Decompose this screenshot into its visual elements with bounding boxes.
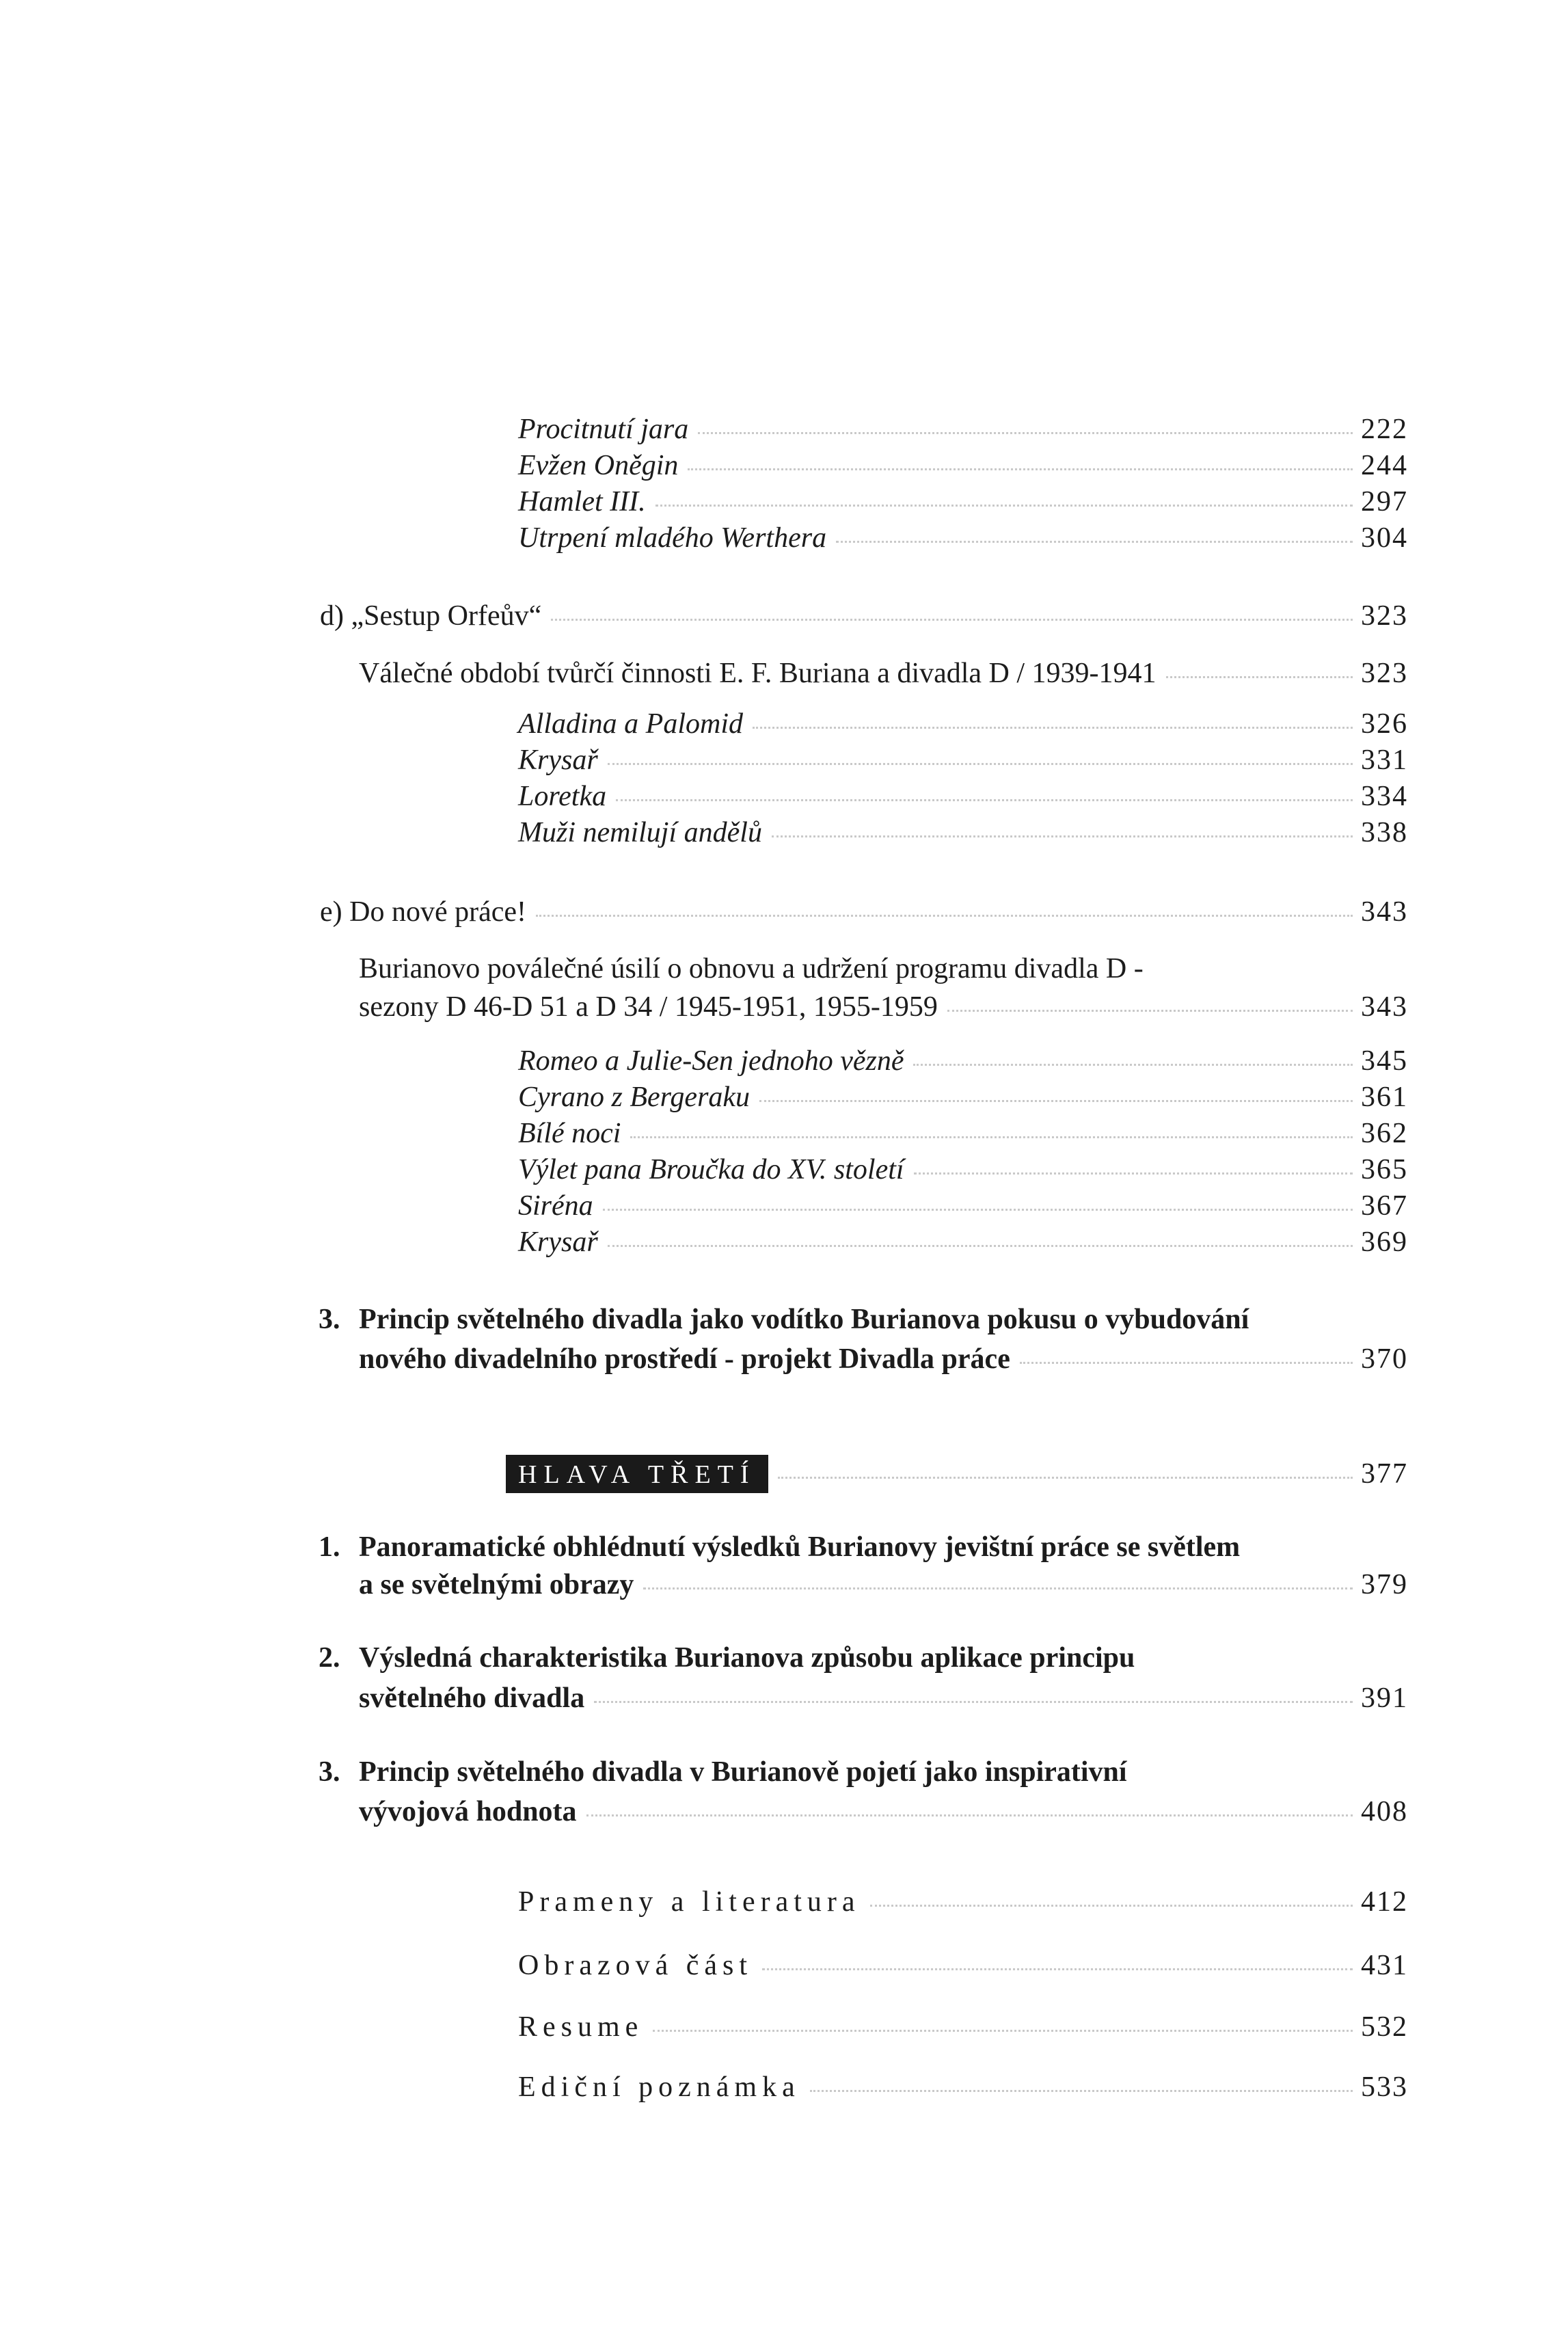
entry-title: Siréna — [518, 1190, 593, 1222]
entry-title: Procitnutí jara — [518, 414, 689, 445]
dot-leader — [643, 1587, 1353, 1589]
section-title: a se světelnými obrazy — [359, 1569, 634, 1600]
entry-page: 369 — [1361, 1226, 1408, 1258]
dot-leader — [630, 1136, 1353, 1138]
section-title-line1: Panoramatické obhlédnutí výsledků Burianovy jevištní práce se světlem — [359, 1531, 1241, 1563]
entry-title: Ediční poznámka — [518, 2071, 800, 2103]
section-page: 379 — [1361, 1569, 1408, 1600]
section-number: 1. — [319, 1531, 340, 1563]
entry-page: 362 — [1361, 1118, 1408, 1149]
toc-entry — [518, 410, 1408, 448]
entry-page: 365 — [1361, 1154, 1408, 1185]
section-page: 370 — [1361, 1343, 1408, 1375]
dot-leader — [778, 1477, 1353, 1479]
toc-entry — [518, 1042, 1408, 1080]
entry-title: Výlet pana Broučka do XV. století — [518, 1154, 904, 1185]
toc-entry — [518, 741, 1408, 779]
dot-leader — [836, 541, 1353, 543]
section-d-subtitle — [359, 654, 1408, 693]
toc-entry — [518, 1078, 1408, 1116]
toc-entry — [518, 1187, 1408, 1225]
entry-page: 431 — [1361, 1950, 1408, 1981]
entry-title: Evžen Oněgin — [518, 450, 679, 481]
toc-entry — [518, 705, 1408, 743]
chapter-label: HLAVA TŘETÍ — [506, 1455, 768, 1493]
toc-entry — [518, 814, 1408, 852]
section-e-subtitle-line1: Burianovo poválečné úsilí o obnovu a udržení programu divadla D - — [359, 953, 1144, 984]
chapter-page: 377 — [1361, 1458, 1408, 1490]
section-title-line2 — [359, 1793, 1408, 1831]
entry-title: Krysař — [518, 1226, 598, 1258]
section-label: e) Do nové práce! — [320, 896, 526, 928]
section-subtitle: sezony D 46-D 51 a D 34 / 1945-1951, 1955-1959 — [359, 991, 938, 1023]
entry-page: 326 — [1361, 708, 1408, 740]
entry-title: Utrpení mladého Werthera — [518, 522, 827, 554]
dot-leader — [551, 619, 1353, 621]
dot-leader — [586, 1814, 1353, 1816]
entry-title: Resume — [518, 2011, 644, 2043]
back-matter-entry — [518, 1883, 1408, 1921]
section-title: světelného divadla — [359, 1682, 585, 1714]
section-e-heading — [320, 893, 1408, 931]
section-d-heading — [320, 597, 1408, 635]
back-matter-entry — [518, 1946, 1408, 1985]
entry-title: Alladina a Palomid — [518, 708, 743, 740]
dot-leader — [603, 1209, 1353, 1211]
dot-leader — [536, 915, 1353, 917]
entry-title: Loretka — [518, 781, 607, 812]
dot-leader — [913, 1064, 1353, 1066]
section-number: 2. — [319, 1642, 340, 1674]
dot-leader — [870, 1905, 1353, 1907]
section-e-subtitle — [359, 988, 1408, 1026]
toc-entry — [518, 1114, 1408, 1153]
section-title-line2 — [359, 1679, 1408, 1717]
dot-leader — [655, 505, 1353, 507]
back-matter-entry — [518, 2068, 1408, 2106]
section-title-line2 — [359, 1566, 1408, 1604]
section-title-line1: Princip světelného divadla v Burianově pojetí jako inspirativní — [359, 1756, 1127, 1788]
entry-page: 361 — [1361, 1082, 1408, 1113]
section-page: 408 — [1361, 1796, 1408, 1827]
entry-page: 334 — [1361, 781, 1408, 812]
toc-entry — [518, 1151, 1408, 1189]
dot-leader — [594, 1701, 1353, 1703]
dot-leader — [1166, 676, 1353, 678]
entry-title: Hamlet III. — [518, 486, 646, 518]
toc-entry — [518, 446, 1408, 485]
section-title: nového divadelního prostředí - projekt Divadla práce — [359, 1343, 1010, 1375]
dot-leader — [947, 1010, 1353, 1012]
dot-leader — [753, 727, 1353, 729]
chapter-heading — [506, 1455, 1408, 1493]
dot-leader — [772, 835, 1353, 837]
subtitle-page: 323 — [1361, 658, 1408, 689]
entry-title: Obrazová část — [518, 1950, 753, 1981]
entry-title: Muži nemilují andělů — [518, 817, 762, 848]
dot-leader — [759, 1100, 1353, 1102]
section-title-line1: Výsledná charakteristika Burianova způsobu aplikace principu — [359, 1642, 1135, 1674]
entry-page: 412 — [1361, 1886, 1408, 1918]
section-page: 323 — [1361, 600, 1408, 632]
entry-title: Bílé noci — [518, 1118, 621, 1149]
toc-entry — [518, 483, 1408, 521]
dot-leader — [616, 799, 1353, 801]
section-number: 3. — [319, 1304, 340, 1335]
section-subtitle: Válečné období tvůrčí činnosti E. F. Buriana a divadla D / 1939-1941 — [359, 658, 1157, 689]
entry-page: 304 — [1361, 522, 1408, 554]
section-label: d) „Sestup Orfeův“ — [320, 600, 542, 632]
dot-leader — [810, 2090, 1353, 2092]
entry-page: 297 — [1361, 486, 1408, 518]
dot-leader — [698, 432, 1353, 434]
toc-entry — [518, 777, 1408, 816]
section-page: 391 — [1361, 1682, 1408, 1714]
dot-leader — [608, 1245, 1353, 1247]
entry-title: Cyrano z Bergeraku — [518, 1082, 751, 1113]
dot-leader — [762, 1968, 1353, 1970]
dot-leader — [688, 468, 1353, 470]
toc-entry — [518, 519, 1408, 557]
dot-leader — [653, 2030, 1353, 2032]
entry-page: 367 — [1361, 1190, 1408, 1222]
entry-title: Romeo a Julie-Sen jednoho vězně — [518, 1045, 904, 1077]
toc-entry — [518, 1223, 1408, 1261]
entry-page: 533 — [1361, 2071, 1408, 2103]
section-number: 3. — [319, 1756, 340, 1788]
dot-leader — [914, 1172, 1353, 1175]
entry-page: 532 — [1361, 2011, 1408, 2043]
entry-title: Prameny a literatura — [518, 1886, 861, 1918]
section-title-line2 — [359, 1340, 1408, 1378]
section-title: vývojová hodnota — [359, 1796, 577, 1827]
section-page: 343 — [1361, 896, 1408, 928]
subtitle-page: 343 — [1361, 991, 1408, 1023]
entry-page: 345 — [1361, 1045, 1408, 1077]
entry-page: 331 — [1361, 745, 1408, 776]
back-matter-entry — [518, 2008, 1408, 2046]
entry-page: 244 — [1361, 450, 1408, 481]
dot-leader — [1020, 1362, 1353, 1364]
entry-page: 338 — [1361, 817, 1408, 848]
section-title-line1: Princip světelného divadla jako vodítko Burianova pokusu o vybudování — [359, 1304, 1249, 1335]
entry-title: Krysař — [518, 745, 598, 776]
entry-page: 222 — [1361, 414, 1408, 445]
dot-leader — [608, 763, 1353, 765]
